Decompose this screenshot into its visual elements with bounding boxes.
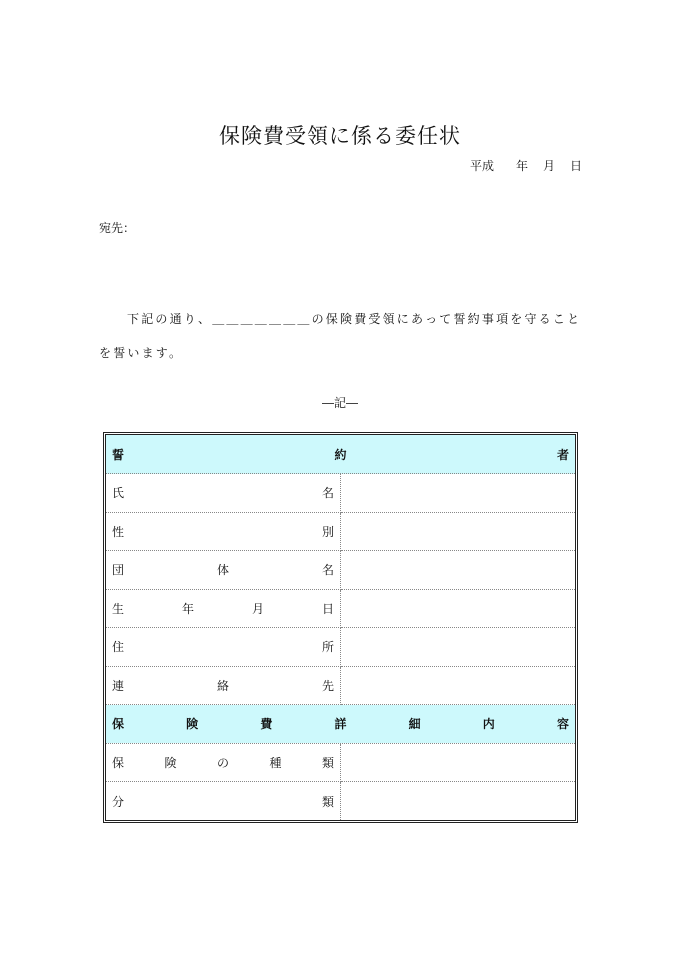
- addressee-label: 宛先：: [99, 221, 136, 235]
- organization-label: 団 体 名: [112, 563, 334, 578]
- document-title: 保険費受領に係る委任状: [219, 124, 461, 148]
- address-value[interactable]: [341, 628, 576, 667]
- insurance-type-value[interactable]: [341, 743, 576, 782]
- date-year: 年: [515, 159, 528, 173]
- table-row: [106, 512, 575, 551]
- category-label: 分 類: [112, 794, 334, 809]
- insurance-type-label: 保 険 の 種 類: [112, 755, 334, 770]
- date-era: 平成: [469, 159, 494, 173]
- table-row: [106, 551, 575, 590]
- table-row: [106, 782, 575, 821]
- pledger-header-row: [106, 435, 575, 474]
- contact-label: 連 絡 先: [112, 678, 334, 693]
- table-row: [106, 589, 575, 628]
- gender-label: 性 別: [112, 524, 334, 539]
- pledger-header: 誓 約 者: [112, 447, 569, 462]
- table-row: [106, 474, 575, 513]
- organization-value[interactable]: [341, 551, 576, 590]
- body-line-2: を誓います。: [99, 346, 184, 360]
- contact-value[interactable]: [341, 666, 576, 705]
- date-line: [470, 157, 582, 174]
- date-day: 日: [569, 159, 582, 173]
- date-month: 月: [542, 159, 555, 173]
- body-line-1: 下記の通り、＿＿＿＿＿＿＿の保険費受領にあって誓約事項を守ること: [127, 312, 582, 326]
- table-row: [106, 628, 575, 667]
- category-value[interactable]: [341, 782, 576, 821]
- address-label: 住 所: [112, 640, 334, 655]
- birthdate-label: 生 年 月 日: [112, 601, 334, 616]
- gender-value[interactable]: [341, 512, 576, 551]
- body-text: [99, 302, 583, 370]
- table-row: [106, 743, 575, 782]
- name-label: 氏 名: [112, 486, 334, 501]
- name-value[interactable]: [341, 474, 576, 513]
- pledge-table: [103, 432, 578, 823]
- ki-heading: ―記―: [321, 396, 358, 410]
- table-row: [106, 666, 575, 705]
- insurance-detail-header: 保 険 費 詳 細 内 容: [112, 717, 569, 732]
- birthdate-value[interactable]: [341, 589, 576, 628]
- insurance-header-row: [106, 705, 575, 744]
